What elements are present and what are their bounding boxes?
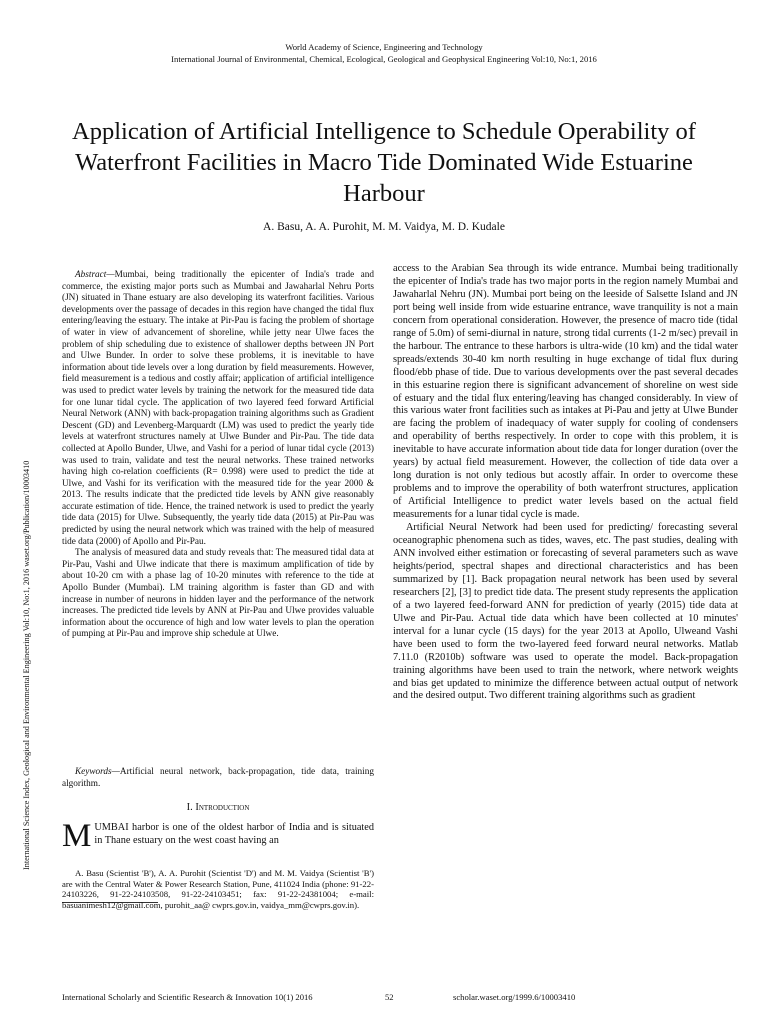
paper-title: Application of Artificial Intelligence to Schedule Operability of Waterfront Facilities in Macro Tide Dominated Wide Estuarine Harbour	[72, 118, 696, 207]
right-paragraph-1: access to the Arabian Sea through its wide entrance. Mumbai being traditionally the epicenter of India's trade has two major ports in the region namely Mumbai and Jawaharlal Nehru (JN). Mumbai port being on the leeside of Salsette Island and JN port being well inside from wide estuarine entrance, wave tranquility is not a main concern from operational consideration. However, the presence of macro tide (tidal range of 5.0m) of semi-diurnal in nature, strong tidal currents (1-2 m/sec) prevail in the harbour. The entrance to these harbors is ultra-wide (10 km) and the tidal water spreads/extends 30-40 km north resulting in huge exchange of tidal flux during flood/ebb phase of tide. Due to various developments over the past several decades in this estuarine region there is significant advancement of shoreline on west side of estuary and the tidal flux entering/leaving has changed considerably. In view of this various water front facilities such as intakes at Pi-Pau and jetty at Ulwe Bunder are facing the problem of inadequacy of water supply for cooling of condensers and operability of berths respectively. In order to cope with this problem, it is inevitable to have accurate information about tide data for longer duration (over the years) by actual field measurement. However, the collection of tide data over a long duration is not only tedious but acostly affair. In order to overcome these problems and to improve the operability of both waterfront structures, application of Artificial Intelligence to predict water levels based on the actual field measurements for a lunar tidal cycle is made.	[393, 263, 738, 521]
keywords	[62, 767, 374, 790]
right-paragraph-2: Artificial Neural Network had been used for predicting/ forecasting several oceanographic phenomena such as tides, waves, etc. The past studies, dealing with ANN involved either estimation or forecasting of several parameters such as wave heights/period, spectral shapes and directional characteristics and has been summarized by [1]. Back propagation neural network has been used by several researchers [2], [3] to predict tide data. The present study represents the application of a two layered feed-forward ANN for prediction of yearly (2015) tide data at Ulwe and Pir-Pau. Actual tide data which have been collected at 10 minutes' interval for a lunar cycle (15 days) for the year 2013 at Apollo, Ulweand Vashi have been used to form the two-layered feed forward neural networks. Matlab 7.11.0 (R2010b) software was used to operate the model. Back-propagation training algorithms have been used to train the network, where network weights and bias get updated to minimize the difference between actual output of network and the desired output. Two different training algorithms such as gradient	[393, 522, 738, 702]
footer-url[interactable]: scholar.waset.org/1999.6/10003410	[453, 992, 576, 1002]
section-number: I.	[186, 802, 193, 813]
sidebar-index-text: International Science Index, Geological and Environmental Engineering Vol:10, No:1, 2016 waset.org/Publication/10003410	[22, 460, 31, 870]
author-footnote	[62, 868, 374, 910]
section-heading	[62, 802, 374, 813]
author-list: A. Basu, A. A. Purohit, M. M. Vaidya, M. D. Kudale	[263, 221, 505, 233]
intro-text: UMBAI harbor is one of the oldest harbor of India and is situated in Thane estuary on the west coast having an	[94, 822, 374, 846]
right-column	[393, 263, 738, 703]
abstract-label: Abstract	[75, 270, 107, 280]
publisher-header: World Academy of Science, Engineering and Technology	[285, 42, 483, 52]
keywords-label: Keywords	[75, 767, 112, 777]
page-number: 52	[385, 992, 394, 1002]
intro-paragraph	[62, 818, 374, 854]
drop-cap: M	[62, 818, 92, 854]
abstract-paragraph-1: Mumbai, being traditionally the epicenter of India's trade and commerce, the existing major ports such as Mumbai and Jawaharlal Nehru Ports (JN) situated in Thane estuary are also developing its waterfront facilities. Various developments over the passage of decades in this region have changed the tidal flux entering/leaving the estuary. The intake at Pir-Pau is facing the problem of shortage of water in view of advancement of shoreline, while jetty near Ulwe faces the problem of ship scheduling due to existence of shallower depths between JN Port and Ulwe Bunder. In order to solve these problems, it is inevitable to have information about tide levels over a long duration by field measurements. However, field measurement is a tedious and costly affair; application of artificial intelligence was used to predict water levels by training the network for the measured tide data for one lunar tidal cycle. The application of two layered feed forward Artificial Neural Network (ANN) with back-propagation training algorithms such as Gradient Descent (GD) and Levenberg-Marquardt (LM) was used to predict the yearly tide levels at waterfront structures namely at Ulwe Bunder and Pir-Pau. The tide data collected at Apollo Bunder, Ulwe, and Vashi for a period of lunar tidal cycle (2013) was used to train, validate and test the neural networks. These trained networks having high co-relation coefficients (R= 0.998) were used to predict the tide at Ulwe, and Vashi for its verification with the measured tide for the year 2000 & 2013. The results indicate that the predicted tide levels by ANN give reasonably accurate estimation of tide. Hence, the trained network is used to predict the yearly tide data (2015) for Ulwe. Subsequently, the yearly tide data (2015) at Pir-Pau was predicted by using the neural network which was trained with the help of measured tide data (2000) of Apollo and Pir-Pau.	[62, 270, 374, 547]
journal-header: International Journal of Environmental, Chemical, Ecological, Geological and Geophysical Engineering Vol:10, No:1, 2016	[171, 54, 597, 64]
abstract-dash: —	[106, 270, 115, 280]
keywords-dash: —	[111, 767, 120, 777]
section-title: Introduction	[195, 802, 250, 813]
abstract-paragraph-2: The analysis of measured data and study reveals that: The measured tidal data at Pir-Pau, Vashi and Ulwe indicate that there is maximum amplification of tide by about 10-20 cm with a phase lag of 10-20 minutes with reference to the tide at Apollo Bunder (Mumbai). LM training algorithm is faster than GD and with increase in number of neurons in hidden layer and the performance of the network increases. The predicted tide levels by ANN at Pir-Pau and Ulwe provides valuable information about the occurence of high and low water levels to plan the operation of pumping at Pir-Pau and improve ship schedule at Ulwe.	[62, 548, 374, 640]
footer-publisher: International Scholarly and Scientific Research & Innovation 10(1) 2016	[62, 992, 313, 1002]
keywords-text: Artificial neural network, back-propagation, tide data, training algorithm.	[62, 767, 374, 789]
abstract	[62, 270, 374, 641]
footnote-text: A. Basu (Scientist 'B'), A. A. Purohit (Scientist 'D') and M. M. Vaidya (Scientist 'B') are with the Central Water & Power Research Station, Pune, 411024 India (phone: 91-22-24103226, 91-22-24103508, 91-22-24103451; fax: 91-22-24381004; e-mail: basuanimesh12@gmail.com, purohit_aa@ cwprs.gov.in, vaidya_mm@cwprs.gov.in).	[62, 868, 374, 910]
